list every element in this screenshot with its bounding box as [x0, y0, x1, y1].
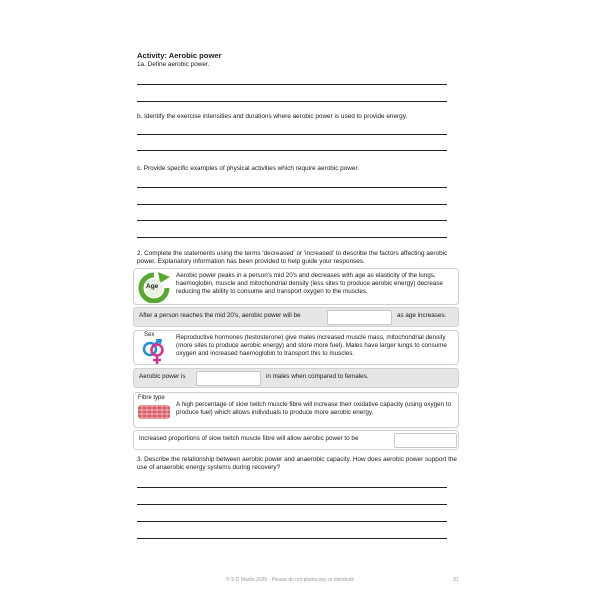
answer-line[interactable] — [137, 204, 447, 205]
sex-statement-before: Aerobic power is — [139, 373, 186, 380]
fibre-answer-blank[interactable] — [394, 433, 457, 448]
question-3: 3. Describe the relationship between aerobic power and anaerobic capacity. How does aerobic power support the use of anaerobic energy systems during recovery? — [137, 456, 457, 471]
sex-statement-row — [133, 368, 459, 388]
sex-info-panel — [133, 330, 459, 365]
age-answer-blank[interactable] — [327, 310, 392, 325]
fibre-statement-row — [133, 430, 459, 450]
answer-line[interactable] — [137, 84, 447, 85]
fibre-info-panel — [133, 392, 459, 428]
activity-title: Activity: Aerobic power — [137, 51, 222, 60]
copyright-footer: © S D Martin 2026 - Please do not photocopy or distribute — [226, 577, 355, 583]
age-statement-after: as age increases. — [397, 312, 447, 319]
sex-info-text: Reproductive hormones (testosterone) give males increased muscle mass, mitochondrial density (more sites to produce aerobic energy) and store more fuel). Males have larger lungs to consume oxygen and increased haemoglobin to transport this to muscles. — [176, 334, 447, 357]
answer-line[interactable] — [137, 187, 447, 188]
question-1a: 1a. Define aerobic power. — [137, 61, 210, 68]
question-1b: b. Identify the exercise intensities and durations where aerobic power is used to provide energy. — [137, 113, 408, 120]
sex-answer-blank[interactable] — [196, 371, 261, 386]
answer-line[interactable] — [137, 521, 447, 522]
answer-line[interactable] — [137, 134, 447, 135]
age-info-panel — [133, 268, 459, 305]
age-icon-label: Age — [146, 283, 159, 290]
fibre-info-text: A high percentage of slow twitch muscle fibre will increase their oxidative capacity (using oxygen to produce fuel) which allows individuals to produce more aerobic energy. — [176, 401, 452, 416]
sex-icon-label: Sex — [144, 332, 155, 338]
answer-line[interactable] — [137, 150, 447, 151]
question-2: 2. Complete the statements using the terms 'decreased' or 'increased' to describe the factors affecting aerobic power. Explanatory information has been provided to help guide your responses. — [137, 250, 448, 265]
answer-line[interactable] — [137, 538, 447, 539]
question-1c: c. Provide specific examples of physical activities which require aerobic power. — [137, 165, 359, 172]
age-info-text: Aerobic power peaks in a person's mid 20's and decreases with age as elasticity of the lungs, haemoglobin, muscle and mitochondrial density (less sites to produce aerobic energy) decrease reducing the ability to consume and transport oxygen to the muscles. — [176, 272, 444, 295]
gender-symbols-icon — [139, 339, 169, 365]
age-statement-row — [133, 307, 459, 327]
sex-statement-after: in males when compared to females. — [266, 373, 369, 380]
answer-line[interactable] — [137, 237, 447, 238]
answer-line[interactable] — [137, 101, 447, 102]
answer-line[interactable] — [137, 504, 447, 505]
fibre-statement-before: Increased proportions of slow twitch muscle fibre will allow aerobic power to be — [139, 435, 359, 442]
answer-line[interactable] — [137, 487, 447, 488]
muscle-fibre-icon — [138, 405, 170, 419]
age-statement-before: After a person reaches the mid 20's, aerobic power will be — [139, 312, 301, 319]
page-number: 31 — [453, 577, 459, 583]
answer-line[interactable] — [137, 220, 447, 221]
fibre-icon-label: Fibre type — [138, 395, 165, 401]
